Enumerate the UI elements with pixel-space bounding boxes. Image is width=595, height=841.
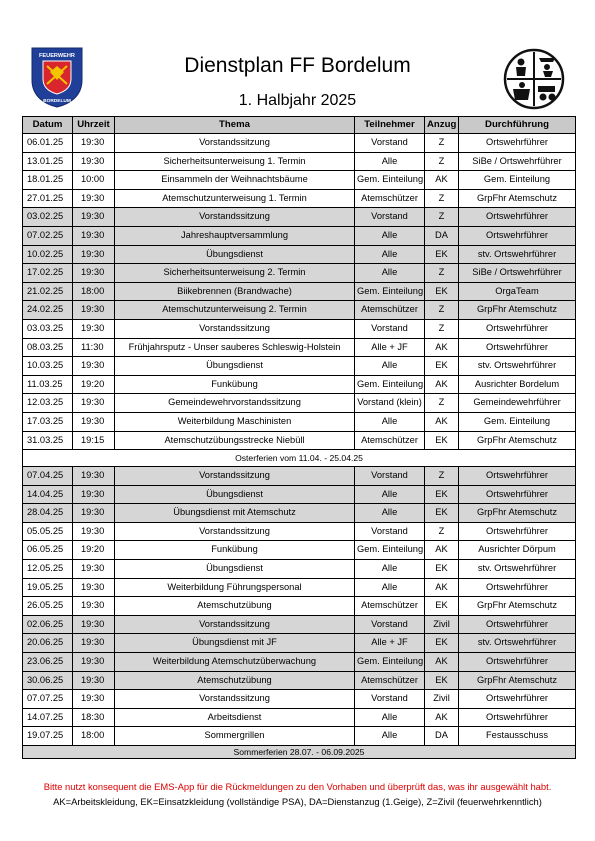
cell-date: 23.06.25 bbox=[23, 653, 73, 672]
cell-participants: Gem. Einteilung bbox=[355, 541, 425, 560]
cell-date: 26.05.25 bbox=[23, 597, 73, 616]
cell-date: 02.06.25 bbox=[23, 615, 73, 634]
table-row bbox=[23, 357, 576, 376]
logo-text-bottom: BORDELUM bbox=[43, 99, 71, 104]
cell-lead: SiBe / Ortswehrführer bbox=[459, 264, 576, 283]
cell-dress: DA bbox=[425, 727, 459, 746]
cell-dress: AK bbox=[425, 338, 459, 357]
cell-lead: SiBe / Ortswehrführer bbox=[459, 152, 576, 171]
cell-date: 07.07.25 bbox=[23, 690, 73, 709]
cell-time: 19:30 bbox=[73, 152, 115, 171]
cell-date: 10.03.25 bbox=[23, 357, 73, 376]
cell-lead: Ortswehrführer bbox=[459, 690, 576, 709]
cell-date: 10.02.25 bbox=[23, 245, 73, 264]
cell-time: 19:20 bbox=[73, 541, 115, 560]
cell-date: 08.03.25 bbox=[23, 338, 73, 357]
cell-lead: Ortswehrführer bbox=[459, 134, 576, 153]
cell-time: 19:30 bbox=[73, 357, 115, 376]
cell-dress: Z bbox=[425, 152, 459, 171]
cell-time: 19:30 bbox=[73, 671, 115, 690]
cell-lead: Ortswehrführer bbox=[459, 653, 576, 672]
table-row bbox=[23, 504, 576, 523]
cell-date: 14.07.25 bbox=[23, 708, 73, 727]
cell-participants: Vorstand bbox=[355, 134, 425, 153]
easter-holidays-note: Osterferien vom 11.04. - 25.04.25 bbox=[23, 450, 576, 467]
table-row bbox=[23, 338, 576, 357]
table-row bbox=[23, 634, 576, 653]
cell-time: 19:30 bbox=[73, 134, 115, 153]
cell-topic: Übungsdienst bbox=[115, 485, 355, 504]
cell-participants: Alle bbox=[355, 357, 425, 376]
cell-date: 20.06.25 bbox=[23, 634, 73, 653]
cell-date: 19.05.25 bbox=[23, 578, 73, 597]
cell-dress: Z bbox=[425, 522, 459, 541]
cell-participants: Alle + JF bbox=[355, 634, 425, 653]
table-row bbox=[23, 560, 576, 579]
cell-topic: Funkübung bbox=[115, 375, 355, 394]
cell-date: 27.01.25 bbox=[23, 189, 73, 208]
cell-dress: Z bbox=[425, 301, 459, 320]
cell-topic: Atemschutzübung bbox=[115, 597, 355, 616]
cell-lead: GrpFhr Atemschutz bbox=[459, 597, 576, 616]
cell-participants: Vorstand bbox=[355, 522, 425, 541]
cell-topic: Vorstandssitzung bbox=[115, 522, 355, 541]
cell-topic: Übungsdienst bbox=[115, 560, 355, 579]
cell-time: 19:30 bbox=[73, 264, 115, 283]
cell-dress: Z bbox=[425, 319, 459, 338]
cell-lead: Festausschuss bbox=[459, 727, 576, 746]
cell-lead: stv. Ortswehrführer bbox=[459, 560, 576, 579]
cell-date: 24.02.25 bbox=[23, 301, 73, 320]
cell-topic: Einsammeln der Weihnachtsbäume bbox=[115, 171, 355, 190]
cell-dress: EK bbox=[425, 560, 459, 579]
cell-time: 19:30 bbox=[73, 522, 115, 541]
cell-topic: Weiterbildung Atemschutzüberwachung bbox=[115, 653, 355, 672]
cell-participants: Vorstand bbox=[355, 319, 425, 338]
cell-date: 07.04.25 bbox=[23, 467, 73, 486]
table-row bbox=[23, 208, 576, 227]
cell-time: 11:30 bbox=[73, 338, 115, 357]
cell-lead: Ortswehrführer bbox=[459, 208, 576, 227]
cell-time: 19:30 bbox=[73, 394, 115, 413]
cell-lead: Ortswehrführer bbox=[459, 319, 576, 338]
table-row bbox=[23, 375, 576, 394]
table-row bbox=[23, 708, 576, 727]
easter-holidays-note-row bbox=[23, 450, 576, 467]
cell-topic: Übungsdienst bbox=[115, 357, 355, 376]
cell-date: 03.03.25 bbox=[23, 319, 73, 338]
cell-topic: Vorstandssitzung bbox=[115, 615, 355, 634]
cell-time: 19:30 bbox=[73, 319, 115, 338]
cell-time: 19:30 bbox=[73, 301, 115, 320]
cell-lead: GrpFhr Atemschutz bbox=[459, 301, 576, 320]
table-body bbox=[23, 134, 576, 759]
cell-date: 17.02.25 bbox=[23, 264, 73, 283]
cell-participants: Atemschützer bbox=[355, 431, 425, 450]
cell-lead: Gem. Einteilung bbox=[459, 171, 576, 190]
cell-time: 18:00 bbox=[73, 282, 115, 301]
cell-lead: Ortswehrführer bbox=[459, 708, 576, 727]
cell-date: 11.03.25 bbox=[23, 375, 73, 394]
table-row bbox=[23, 597, 576, 616]
cell-lead: stv. Ortswehrführer bbox=[459, 634, 576, 653]
cell-participants: Vorstand (klein) bbox=[355, 394, 425, 413]
table-row bbox=[23, 431, 576, 450]
dress-code-legend: AK=Arbeitskleidung, EK=Einsatzkleidung (vollständige PSA), DA=Dienstanzug (1.Geige), Z=Zivil (feuerwehrkenntlich) bbox=[53, 796, 542, 807]
table-row bbox=[23, 152, 576, 171]
cell-date: 07.02.25 bbox=[23, 226, 73, 245]
cell-dress: EK bbox=[425, 282, 459, 301]
table-row bbox=[23, 727, 576, 746]
cell-lead: Gemeindewehrführer bbox=[459, 394, 576, 413]
cell-time: 19:30 bbox=[73, 615, 115, 634]
table-row bbox=[23, 541, 576, 560]
table-row bbox=[23, 189, 576, 208]
cell-topic: Vorstandssitzung bbox=[115, 134, 355, 153]
cell-dress: DA bbox=[425, 226, 459, 245]
cell-participants: Atemschützer bbox=[355, 671, 425, 690]
column-header-date: Datum bbox=[23, 117, 73, 134]
cell-dress: AK bbox=[425, 541, 459, 560]
table-row bbox=[23, 615, 576, 634]
cell-lead: Ausrichter Bordelum bbox=[459, 375, 576, 394]
cell-participants: Gem. Einteilung bbox=[355, 171, 425, 190]
cell-topic: Weiterbildung Maschinisten bbox=[115, 412, 355, 431]
cell-participants: Alle + JF bbox=[355, 338, 425, 357]
duty-schedule-table bbox=[22, 116, 576, 759]
cell-topic: Arbeitsdienst bbox=[115, 708, 355, 727]
cell-date: 31.03.25 bbox=[23, 431, 73, 450]
cell-date: 28.04.25 bbox=[23, 504, 73, 523]
table-row bbox=[23, 671, 576, 690]
cell-dress: AK bbox=[425, 578, 459, 597]
cell-topic: Sicherheitsunterweisung 2. Termin bbox=[115, 264, 355, 283]
cell-date: 03.02.25 bbox=[23, 208, 73, 227]
cell-dress: EK bbox=[425, 245, 459, 264]
cell-time: 18:30 bbox=[73, 708, 115, 727]
ems-app-note: Bitte nutzt konsequent die EMS-App für die Rückmeldungen zu den Vorhaben und überprüft das, was ihr ausgewählt habt. bbox=[43, 781, 552, 792]
page-title: Dienstplan FF Bordelum bbox=[184, 54, 411, 77]
cell-topic: Übungsdienst mit JF bbox=[115, 634, 355, 653]
column-header-topic: Thema bbox=[115, 117, 355, 134]
cell-dress: EK bbox=[425, 504, 459, 523]
cell-dress: Z bbox=[425, 264, 459, 283]
cell-participants: Alle bbox=[355, 245, 425, 264]
cell-topic: Jahreshauptversammlung bbox=[115, 226, 355, 245]
cell-date: 18.01.25 bbox=[23, 171, 73, 190]
column-header-dress: Anzug bbox=[425, 117, 459, 134]
table-header-row bbox=[23, 117, 576, 134]
cell-date: 06.05.25 bbox=[23, 541, 73, 560]
cell-participants: Alle bbox=[355, 226, 425, 245]
cell-time: 18:00 bbox=[73, 727, 115, 746]
cell-topic: Biikebrennen (Brandwache) bbox=[115, 282, 355, 301]
table-row bbox=[23, 690, 576, 709]
cell-topic: Vorstandssitzung bbox=[115, 208, 355, 227]
cell-time: 19:30 bbox=[73, 226, 115, 245]
cell-date: 13.01.25 bbox=[23, 152, 73, 171]
table-row bbox=[23, 578, 576, 597]
table-row bbox=[23, 264, 576, 283]
cell-time: 19:15 bbox=[73, 431, 115, 450]
cell-topic: Atemschutzübung bbox=[115, 671, 355, 690]
cell-dress: EK bbox=[425, 671, 459, 690]
table-row bbox=[23, 301, 576, 320]
cell-dress: Zivil bbox=[425, 690, 459, 709]
cell-lead: GrpFhr Atemschutz bbox=[459, 431, 576, 450]
cell-time: 10:00 bbox=[73, 171, 115, 190]
cell-topic: Frühjahrsputz - Unser sauberes Schleswig-Holstein bbox=[115, 338, 355, 357]
cell-participants: Atemschützer bbox=[355, 301, 425, 320]
cell-time: 19:20 bbox=[73, 375, 115, 394]
cell-lead: Ortswehrführer bbox=[459, 467, 576, 486]
cell-time: 19:30 bbox=[73, 690, 115, 709]
cell-dress: AK bbox=[425, 412, 459, 431]
cell-date: 30.06.25 bbox=[23, 671, 73, 690]
table-row bbox=[23, 134, 576, 153]
cell-topic: Atemschutzunterweisung 2. Termin bbox=[115, 301, 355, 320]
cell-lead: GrpFhr Atemschutz bbox=[459, 189, 576, 208]
cell-participants: Alle bbox=[355, 152, 425, 171]
cell-topic: Atemschutzübungsstrecke Niebüll bbox=[115, 431, 355, 450]
cell-topic: Übungsdienst mit Atemschutz bbox=[115, 504, 355, 523]
cell-dress: EK bbox=[425, 634, 459, 653]
summer-holidays-note-row bbox=[23, 746, 576, 759]
cell-dress: Z bbox=[425, 189, 459, 208]
table-row bbox=[23, 226, 576, 245]
cell-participants: Atemschützer bbox=[355, 189, 425, 208]
cell-participants: Alle bbox=[355, 485, 425, 504]
cell-time: 19:30 bbox=[73, 597, 115, 616]
cell-dress: EK bbox=[425, 597, 459, 616]
cell-participants: Gem. Einteilung bbox=[355, 375, 425, 394]
cell-dress: Z bbox=[425, 394, 459, 413]
cell-time: 19:30 bbox=[73, 208, 115, 227]
cell-time: 19:30 bbox=[73, 653, 115, 672]
cell-participants: Alle bbox=[355, 504, 425, 523]
cell-date: 19.07.25 bbox=[23, 727, 73, 746]
cell-time: 19:30 bbox=[73, 578, 115, 597]
cell-topic: Gemeindewehrvorstandssitzung bbox=[115, 394, 355, 413]
cell-time: 19:30 bbox=[73, 485, 115, 504]
table-row bbox=[23, 319, 576, 338]
logo-text-top: FEUERWEHR bbox=[39, 53, 75, 59]
cell-participants: Vorstand bbox=[355, 690, 425, 709]
cell-participants: Alle bbox=[355, 708, 425, 727]
cell-topic: Sicherheitsunterweisung 1. Termin bbox=[115, 152, 355, 171]
cell-participants: Gem. Einteilung bbox=[355, 282, 425, 301]
cell-lead: stv. Ortswehrführer bbox=[459, 357, 576, 376]
cell-participants: Gem. Einteilung bbox=[355, 653, 425, 672]
cell-date: 06.01.25 bbox=[23, 134, 73, 153]
cell-time: 19:30 bbox=[73, 412, 115, 431]
cell-lead: Gem. Einteilung bbox=[459, 412, 576, 431]
table-row bbox=[23, 653, 576, 672]
cell-dress: Zivil bbox=[425, 615, 459, 634]
cell-dress: EK bbox=[425, 431, 459, 450]
cell-date: 21.02.25 bbox=[23, 282, 73, 301]
cell-participants: Atemschützer bbox=[355, 597, 425, 616]
cell-dress: AK bbox=[425, 708, 459, 727]
table-row bbox=[23, 467, 576, 486]
cell-dress: EK bbox=[425, 485, 459, 504]
cell-date: 12.03.25 bbox=[23, 394, 73, 413]
cell-lead: Ortswehrführer bbox=[459, 578, 576, 597]
table-row bbox=[23, 245, 576, 264]
cell-dress: Z bbox=[425, 208, 459, 227]
cell-dress: AK bbox=[425, 375, 459, 394]
column-header-lead: Durchführung bbox=[459, 117, 576, 134]
table-row bbox=[23, 522, 576, 541]
cell-participants: Alle bbox=[355, 264, 425, 283]
cell-dress: AK bbox=[425, 653, 459, 672]
cell-lead: OrgaTeam bbox=[459, 282, 576, 301]
column-header-participants: Teilnehmer bbox=[355, 117, 425, 134]
page-subtitle: 1. Halbjahr 2025 bbox=[238, 92, 357, 109]
cell-participants: Alle bbox=[355, 727, 425, 746]
cell-topic: Übungsdienst bbox=[115, 245, 355, 264]
cell-participants: Vorstand bbox=[355, 208, 425, 227]
cell-lead: stv. Ortswehrführer bbox=[459, 245, 576, 264]
cell-time: 19:30 bbox=[73, 245, 115, 264]
cell-time: 19:30 bbox=[73, 467, 115, 486]
cell-participants: Alle bbox=[355, 412, 425, 431]
cell-time: 19:30 bbox=[73, 189, 115, 208]
table-row bbox=[23, 394, 576, 413]
cell-topic: Funkübung bbox=[115, 541, 355, 560]
cell-participants: Vorstand bbox=[355, 615, 425, 634]
cell-lead: GrpFhr Atemschutz bbox=[459, 671, 576, 690]
cell-dress: Z bbox=[425, 467, 459, 486]
cell-date: 17.03.25 bbox=[23, 412, 73, 431]
column-header-time: Uhrzeit bbox=[73, 117, 115, 134]
cell-dress: EK bbox=[425, 357, 459, 376]
table-row bbox=[23, 412, 576, 431]
cell-time: 19:30 bbox=[73, 634, 115, 653]
cell-time: 19:30 bbox=[73, 560, 115, 579]
cell-time: 19:30 bbox=[73, 504, 115, 523]
cell-participants: Vorstand bbox=[355, 467, 425, 486]
cell-lead: Ortswehrführer bbox=[459, 522, 576, 541]
cell-dress: Z bbox=[425, 134, 459, 153]
cell-lead: Ortswehrführer bbox=[459, 226, 576, 245]
cell-date: 05.05.25 bbox=[23, 522, 73, 541]
cell-participants: Alle bbox=[355, 560, 425, 579]
cell-lead: Ausrichter Dörpum bbox=[459, 541, 576, 560]
cell-date: 12.05.25 bbox=[23, 560, 73, 579]
cell-topic: Weiterbildung Führungspersonal bbox=[115, 578, 355, 597]
cell-lead: Ortswehrführer bbox=[459, 338, 576, 357]
cell-topic: Atemschutzunterweisung 1. Termin bbox=[115, 189, 355, 208]
cell-date: 14.04.25 bbox=[23, 485, 73, 504]
cell-lead: GrpFhr Atemschutz bbox=[459, 504, 576, 523]
cell-participants: Alle bbox=[355, 578, 425, 597]
summer-holidays-note: Sommerferien 28.07. - 06.09.2025 bbox=[23, 746, 576, 759]
table-row bbox=[23, 282, 576, 301]
cell-topic: Vorstandssitzung bbox=[115, 467, 355, 486]
table-row bbox=[23, 171, 576, 190]
cell-lead: Ortswehrführer bbox=[459, 485, 576, 504]
cell-topic: Vorstandssitzung bbox=[115, 690, 355, 709]
table-row bbox=[23, 485, 576, 504]
cell-lead: Ortswehrführer bbox=[459, 615, 576, 634]
cell-topic: Vorstandssitzung bbox=[115, 319, 355, 338]
cell-topic: Sommergrillen bbox=[115, 727, 355, 746]
cell-dress: AK bbox=[425, 171, 459, 190]
